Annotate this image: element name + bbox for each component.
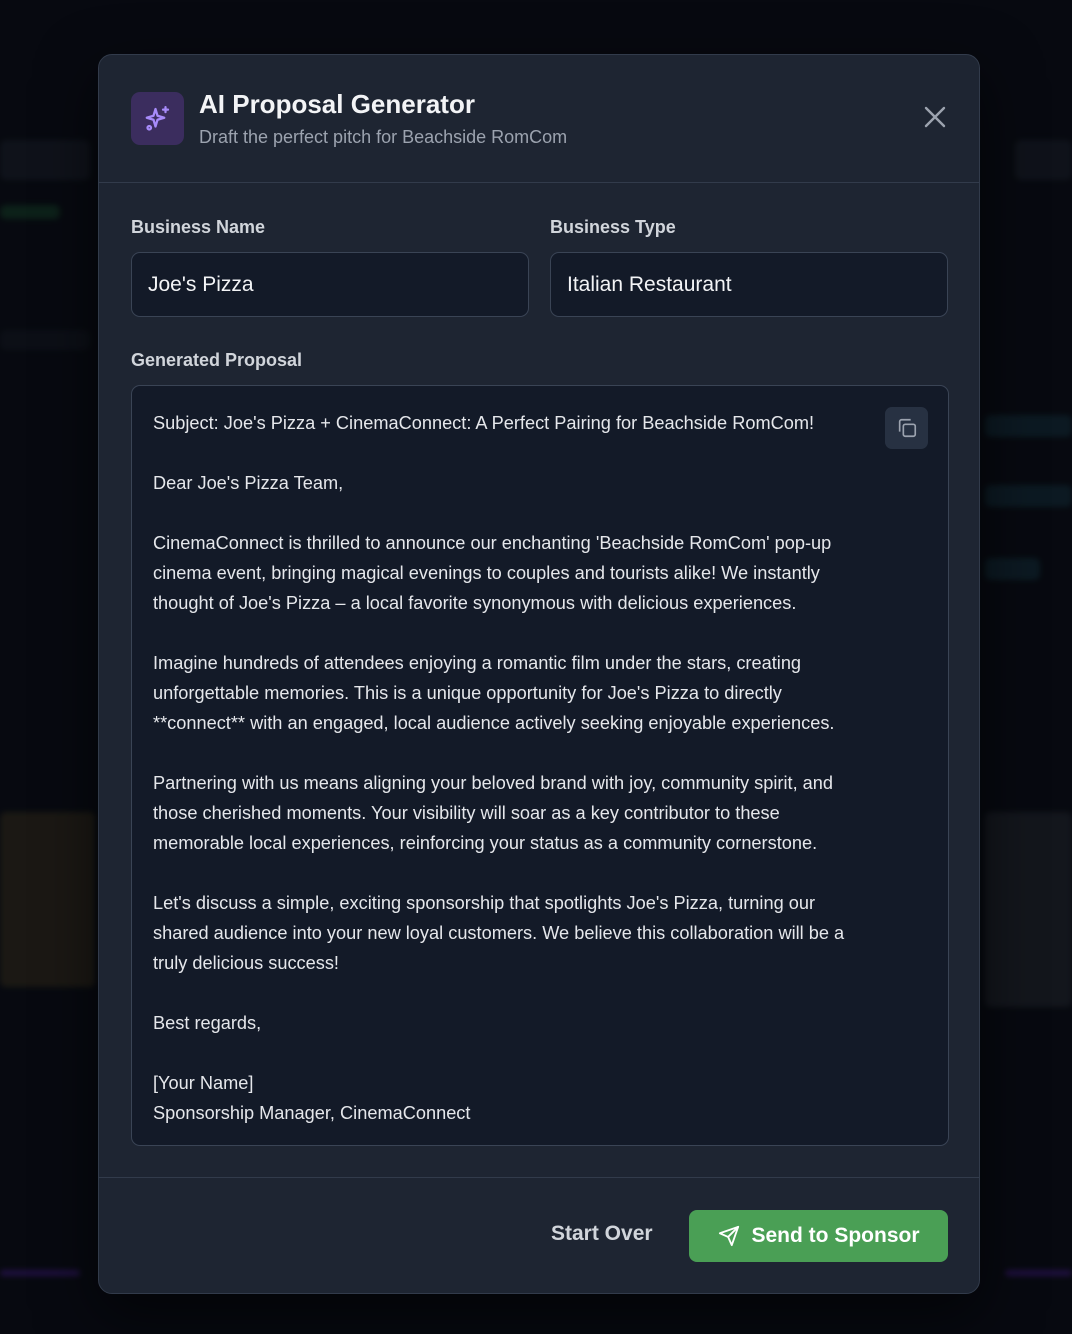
proposal-line: Sponsorship Manager, CinemaConnect [153,1103,471,1123]
close-button[interactable] [921,103,949,131]
modal-header [99,55,979,183]
sparkles-icon [131,92,184,145]
business-name-input[interactable]: Joe's Pizza [131,252,529,317]
copy-icon [896,417,918,439]
proposal-line: shared audience into your new loyal customers. We believe this collaboration will be a [153,923,845,943]
send-label: Send to Sponsor [751,1224,920,1247]
proposal-line: Partnering with us means aligning your beloved brand with joy, community spirit, and [153,773,834,793]
modal-footer [99,1177,979,1294]
proposal-line [153,498,888,528]
proposal-line: [Your Name] [153,1073,254,1093]
proposal-textarea[interactable] [131,385,949,1146]
proposal-line: unforgettable memories. This is a unique opportunity for Joe's Pizza to directly [153,683,782,703]
proposal-line: Subject: Joe's Pizza + CinemaConnect: A Perfect Pairing for Beachside RomCom! [153,413,815,433]
close-icon [924,106,946,128]
proposal-line: Let's discuss a simple, exciting sponsorship that spotlights Joe's Pizza, turning our [153,893,816,913]
proposal-line: cinema event, bringing magical evenings to couples and tourists alike! We instantly [153,563,820,583]
proposal-line [153,978,888,1008]
modal-subtitle: Draft the perfect pitch for Beachside RomCom [199,127,568,147]
proposal-line: Dear Joe's Pizza Team, [153,473,344,493]
proposal-label: Generated Proposal [131,350,303,370]
business-name-label: Business Name [131,217,266,237]
business-type-input[interactable]: Italian Restaurant [550,252,948,317]
proposal-line [153,618,888,648]
proposal-line: **connect** with an engaged, local audience actively seeking enjoyable experiences. [153,713,835,733]
send-to-sponsor-button[interactable] [689,1210,948,1262]
proposal-line: thought of Joe's Pizza – a local favorite synonymous with delicious experiences. [153,593,797,613]
proposal-line [153,738,888,768]
proposal-line: truly delicious success! [153,953,339,973]
copy-button[interactable] [885,407,928,449]
proposal-line [153,858,888,888]
start-over-button[interactable]: Start Over [551,1222,653,1245]
proposal-line: Best regards, [153,1013,262,1033]
proposal-line: Imagine hundreds of attendees enjoying a romantic film under the stars, creating [153,653,802,673]
business-type-label: Business Type [550,217,676,237]
modal-title: AI Proposal Generator [199,89,475,119]
proposal-line [153,438,888,468]
proposal-line: those cherished moments. Your visibility will soar as a key contributor to these [153,803,780,823]
proposal-line: CinemaConnect is thrilled to announce our enchanting 'Beachside RomCom' pop-up [153,533,832,553]
proposal-text [153,408,888,1128]
proposal-line [153,1038,888,1068]
proposal-line: memorable local experiences, reinforcing your status as a community cornerstone. [153,833,818,853]
proposal-modal [98,54,980,1294]
send-icon [718,1225,740,1247]
